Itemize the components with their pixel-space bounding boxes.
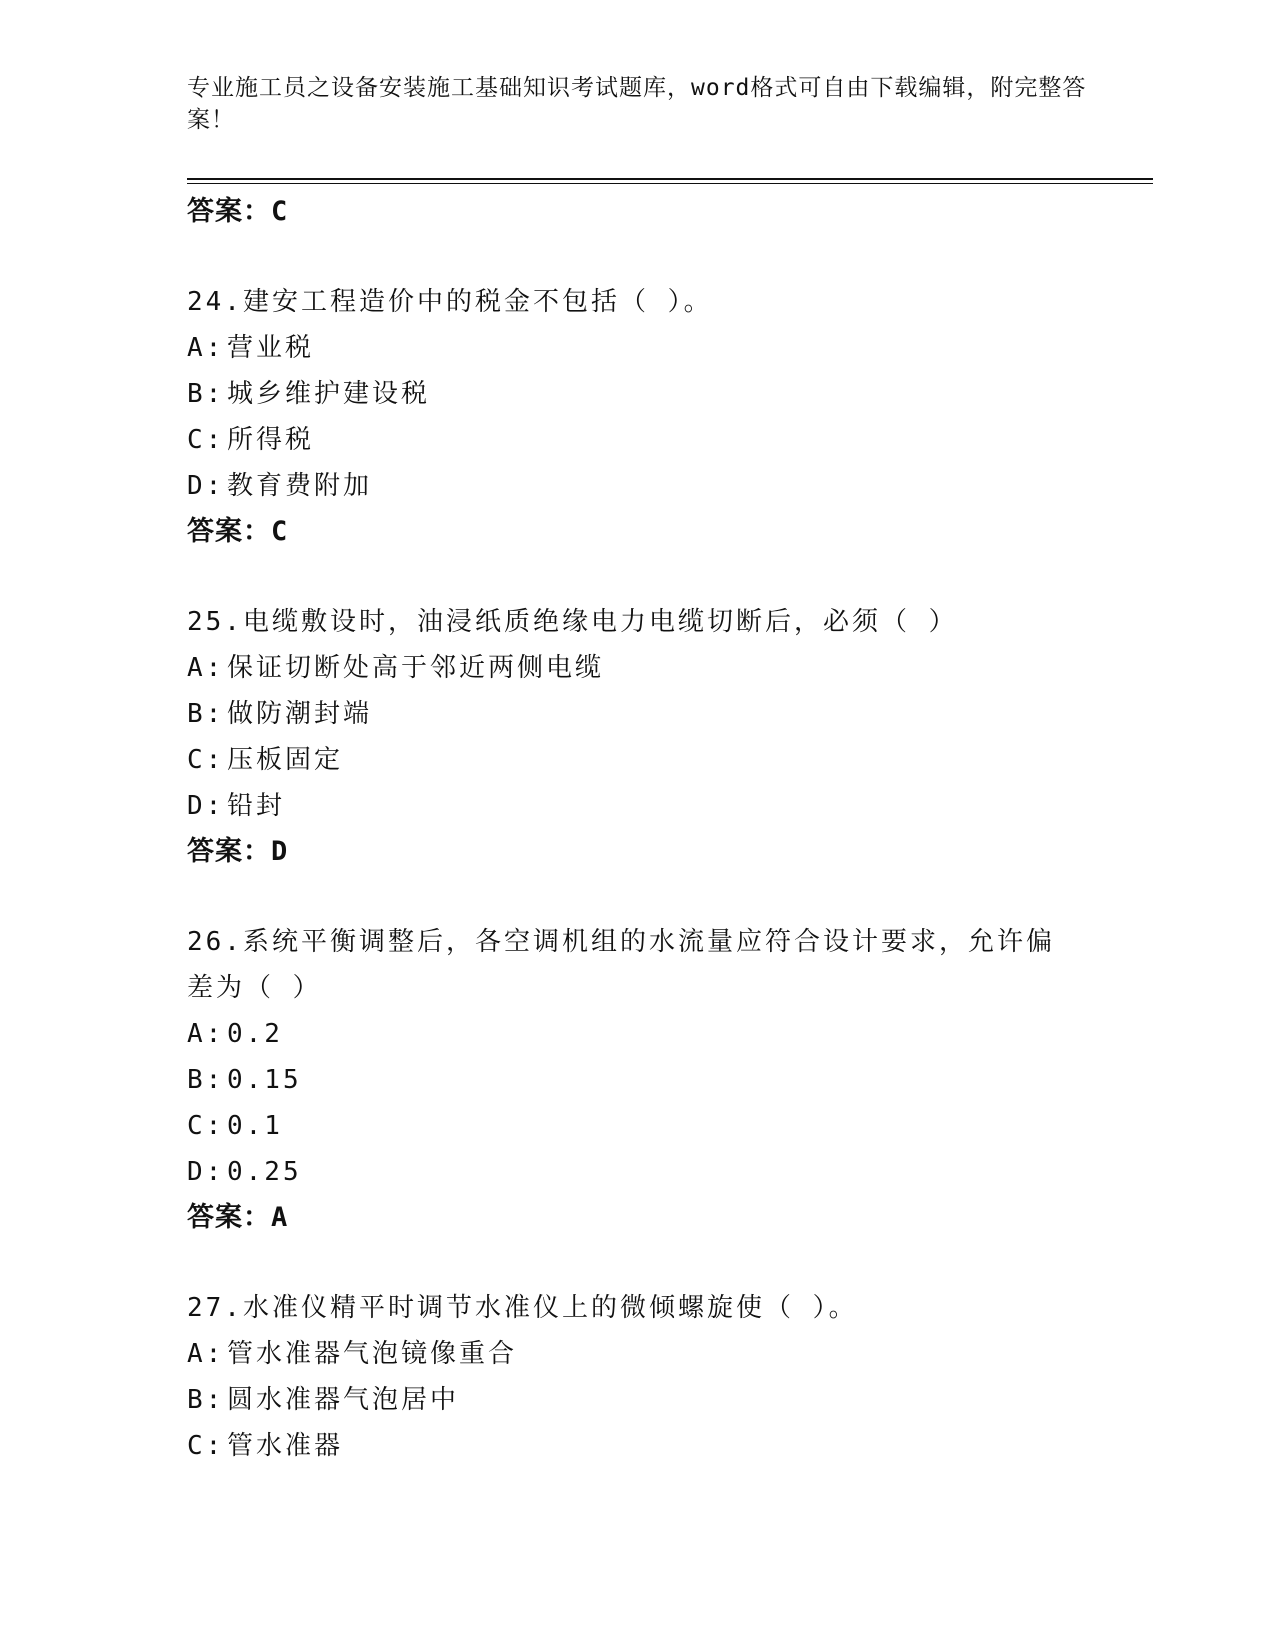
- option-label: A:: [187, 333, 225, 363]
- option-label: A:: [187, 653, 225, 683]
- answer: 答案：C: [187, 516, 289, 547]
- option-c: [187, 1423, 1087, 1469]
- option-c: [187, 737, 1087, 783]
- option-text: 压板固定: [227, 745, 344, 775]
- option-label: C:: [187, 1111, 225, 1141]
- option-text: 教育费附加: [227, 471, 373, 501]
- option-a: [187, 645, 1087, 691]
- option-label: C:: [187, 1431, 225, 1461]
- question-27: [187, 1285, 1087, 1469]
- option-a: [187, 1011, 1087, 1057]
- previous-answer: 答案：C: [187, 196, 289, 227]
- option-d: [187, 783, 1087, 829]
- option-label: C:: [187, 425, 225, 455]
- question-25: [187, 599, 1087, 875]
- option-text: 做防潮封端: [227, 699, 373, 729]
- option-label: D:: [187, 471, 225, 501]
- option-text: 管水准器: [227, 1431, 344, 1461]
- question-stem: 24.建安工程造价中的税金不包括（ ）。: [187, 287, 713, 317]
- option-text: 0.1: [227, 1111, 283, 1141]
- option-label: B:: [187, 379, 225, 409]
- header-rule-thin: [187, 183, 1153, 184]
- option-label: B:: [187, 1385, 225, 1415]
- question-stem: 25.电缆敷设时，油浸纸质绝缘电力电缆切断后，必须（ ）: [187, 607, 958, 637]
- option-label: D:: [187, 1157, 225, 1187]
- header-rule-thick: [187, 178, 1153, 180]
- option-text: 城乡维护建设税: [227, 379, 431, 409]
- option-b: [187, 1377, 1087, 1423]
- option-text: 管水准器气泡镜像重合: [227, 1339, 518, 1369]
- option-d: [187, 1149, 1087, 1195]
- option-label: B:: [187, 699, 225, 729]
- question-24: [187, 279, 1087, 555]
- option-text: 0.15: [227, 1065, 302, 1095]
- option-text: 0.25: [227, 1157, 302, 1187]
- option-text: 营业税: [227, 333, 315, 363]
- option-label: D:: [187, 791, 225, 821]
- answer: 答案：D: [187, 836, 289, 867]
- option-label: A:: [187, 1019, 225, 1049]
- option-b: [187, 691, 1087, 737]
- option-c: [187, 417, 1087, 463]
- question-26: [187, 919, 1087, 1241]
- option-label: A:: [187, 1339, 225, 1369]
- option-text: 圆水准器气泡居中: [227, 1385, 460, 1415]
- option-text: 保证切断处高于邻近两侧电缆: [227, 653, 605, 683]
- option-text: 0.2: [227, 1019, 283, 1049]
- option-b: [187, 1057, 1087, 1103]
- option-a: [187, 325, 1087, 371]
- option-label: B:: [187, 1065, 225, 1095]
- option-c: [187, 1103, 1087, 1149]
- option-label: C:: [187, 745, 225, 775]
- page-header: 专业施工员之设备安装施工基础知识考试题库，word格式可自由下载编辑，附完整答案！: [187, 75, 1087, 133]
- question-stem: 26.系统平衡调整后，各空调机组的水流量应符合设计要求，允许偏差为（ ）: [187, 927, 1055, 1003]
- option-text: 铅封: [227, 791, 286, 821]
- option-d: [187, 463, 1087, 509]
- option-text: 所得税: [227, 425, 315, 455]
- question-stem: 27.水准仪精平时调节水准仪上的微倾螺旋使（ ）。: [187, 1293, 858, 1323]
- option-b: [187, 371, 1087, 417]
- option-a: [187, 1331, 1087, 1377]
- document-body: [187, 189, 1087, 1469]
- answer: 答案：A: [187, 1202, 289, 1233]
